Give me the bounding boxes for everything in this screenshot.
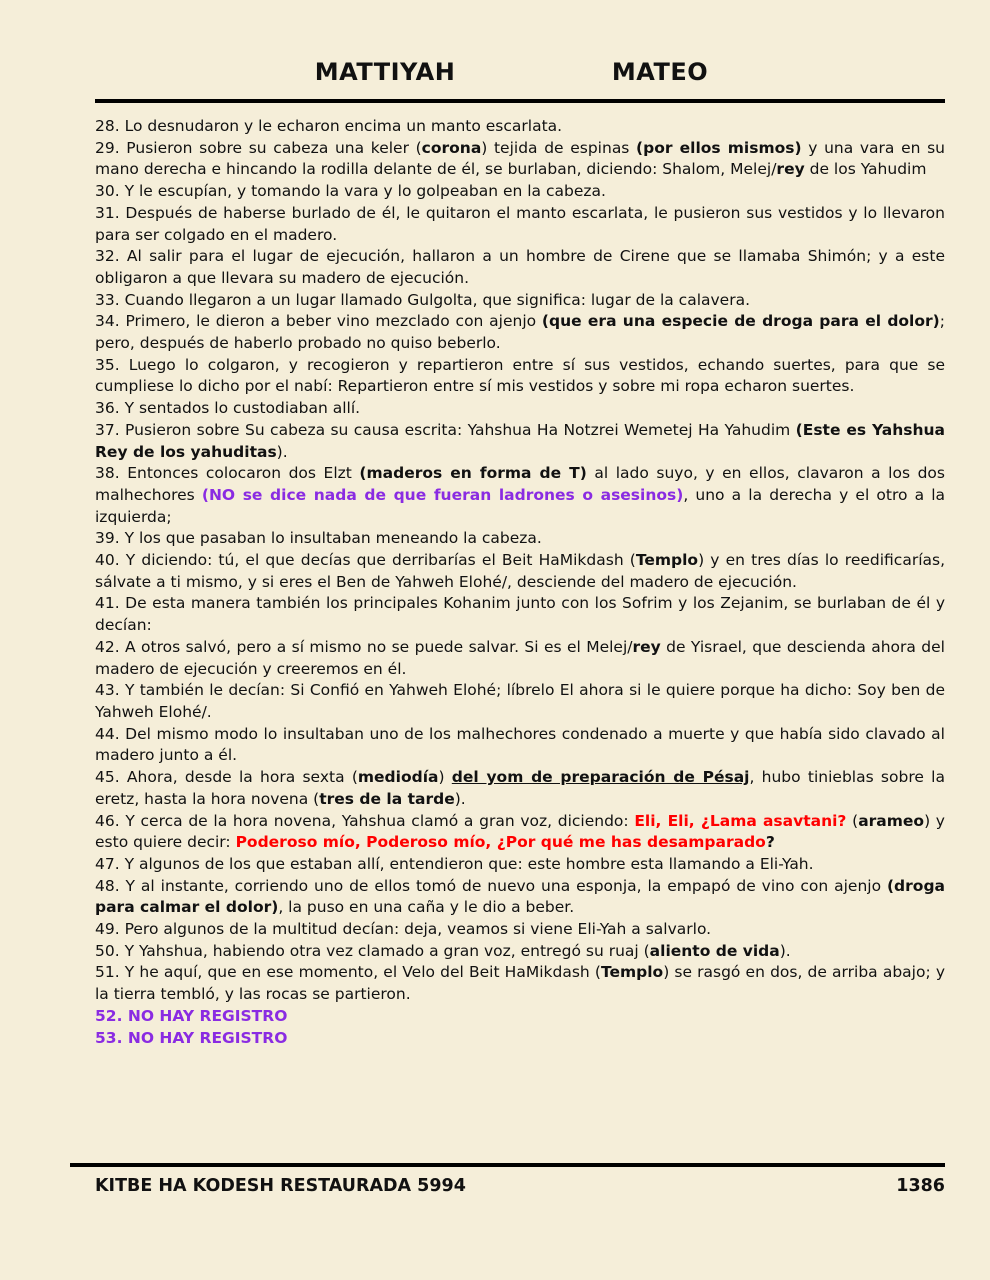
verse	[95, 203, 945, 246]
verse	[95, 876, 945, 919]
verse	[95, 420, 945, 463]
verse	[95, 811, 945, 854]
text-segment: 52. NO HAY REGISTRO	[95, 1006, 288, 1025]
text-segment: corona	[421, 138, 482, 157]
header-title-left: MATTIYAH	[314, 58, 456, 86]
text-segment: Templo	[635, 551, 699, 570]
text-segment: de los Yahudim	[804, 160, 927, 179]
verse	[95, 550, 945, 593]
verse	[95, 181, 945, 203]
text-segment: 53. NO HAY REGISTRO	[95, 1028, 288, 1047]
text-segment: 47. Y algunos de los que estaban allí, entendieron que: este hombre esta llamando a Eli-Yah.	[95, 854, 814, 873]
text-segment: al lado suyo, y en ellos, clavaron a los dos malhechores	[95, 464, 945, 504]
header-rule	[95, 99, 945, 103]
page-footer	[95, 1176, 945, 1196]
text-segment: ; pero, después de haberlo probado no quiso beberlo.	[95, 312, 945, 353]
verse	[95, 138, 945, 181]
text-segment: 43. Y también le decían: Si Confió en Yahweh Elohé; líbrelo El ahora si le quiere porque ha dicho: Soy ben de Yahweh Elohé/.	[95, 681, 945, 721]
verse	[95, 355, 945, 398]
text-segment: 33. Cuando llegaron a un lugar llamado Gulgolta, que significa: lugar de la calavera.	[95, 290, 751, 309]
text-segment: tres de la tarde	[319, 789, 455, 808]
verse	[95, 593, 945, 636]
verse	[95, 290, 945, 312]
text-segment: (que era una especie de droga para el dolor)	[541, 312, 940, 331]
text-segment: (Este es Yahshua Rey de los yahuditas	[95, 420, 945, 461]
verse	[95, 941, 945, 963]
text-segment: 31. Después de haberse burlado de él, le quitaron el manto escarlata, le pusieron sus vestidos y lo llevaron para ser colgado en el madero.	[95, 203, 945, 244]
verse	[95, 637, 945, 680]
verse	[95, 767, 945, 810]
text-segment: 36. Y sentados lo custodiaban allí.	[95, 399, 361, 418]
header-title-right: MATEO	[611, 58, 709, 86]
text-segment: 34. Primero, le dieron a beber vino mezclado con ajenjo	[95, 312, 542, 331]
verse	[95, 463, 945, 528]
text-segment: 49. Pero algunos de la multitud decían: deja, veamos si viene Eli-Yah a salvarlo.	[95, 920, 712, 939]
text-segment: ).	[276, 442, 288, 461]
text-segment: ).	[454, 789, 466, 808]
text-segment: rey	[776, 160, 805, 179]
text-segment: ) y esto quiere decir:	[95, 811, 945, 852]
text-segment: ) tejida de espinas	[481, 138, 637, 157]
text-segment: , hubo tinieblas sobre la eretz, hasta la hora novena (	[95, 768, 945, 808]
text-segment: aliento de vida	[649, 941, 780, 960]
text-segment: 37. Pusieron sobre Su cabeza su causa escrita: Yahshua Ha Notzrei Wemetej Ha Yahudim	[95, 420, 796, 439]
text-segment: 40. Y diciendo: tú, el que decías que derribarías el Beit HaMikdash (	[95, 551, 636, 570]
text-segment: 46. Y cerca de la hora novena, Yahshua clamó a gran voz, diciendo:	[95, 811, 635, 830]
text-segment: arameo	[858, 811, 925, 830]
footer-book-title: KITBE HA KODESH RESTAURADA 5994	[95, 1176, 466, 1196]
verse	[95, 398, 945, 420]
text-segment: Templo	[600, 963, 664, 982]
text-segment: , la puso en una caña y le dio a beber.	[278, 898, 575, 917]
text-segment: (NO se dice nada de que fueran ladrones o asesinos)	[201, 485, 684, 504]
text-segment: (	[846, 811, 859, 830]
text-segment: 30. Y le escupían, y tomando la vara y lo golpeaban en la cabeza.	[95, 182, 606, 201]
text-segment: 39. Y los que pasaban lo insultaban meneando la cabeza.	[95, 529, 542, 548]
verse	[95, 724, 945, 767]
text-segment: de Yisrael, que descienda ahora del madero de ejecución y creeremos en él.	[95, 637, 945, 678]
text-segment: (por ellos mismos)	[636, 138, 802, 157]
text-segment: rey	[632, 637, 661, 656]
text-segment: ) y en tres días lo reedificarías, sálvate a ti mismo, y si eres el Ben de Yahweh Elohé/, desciende del madero de ejecución.	[95, 551, 945, 591]
text-segment: 32. Al salir para el lugar de ejecución, hallaron a un hombre de Cirene que se llamaba Shimón; y a este obligaron a que llevara su madero de ejecución.	[95, 247, 945, 287]
verse-text-block	[95, 116, 945, 1049]
footer-rule	[70, 1163, 945, 1167]
verse	[95, 1006, 945, 1028]
text-segment: (droga para calmar el dolor)	[95, 876, 945, 917]
text-segment: 38. Entonces colocaron dos Elzt	[95, 464, 360, 483]
verse	[95, 680, 945, 723]
text-segment: 48. Y al instante, corriendo uno de ellos tomó de nuevo una esponja, la empapó de vino con ajenjo	[95, 876, 887, 895]
page-header	[95, 58, 945, 92]
text-segment: 45. Ahora, desde la hora sexta (	[95, 768, 358, 787]
verse	[95, 1028, 945, 1050]
verse	[95, 311, 945, 354]
text-segment: mediodía	[357, 768, 439, 787]
text-segment: Poderoso mío, Poderoso mío, ¿Por qué me has desamparado	[235, 833, 766, 852]
text-segment: ).	[779, 941, 791, 960]
text-segment: ) se rasgó en dos, de arriba abajo; y la tierra tembló, y las rocas se partieron.	[95, 963, 945, 1004]
text-segment: 28. Lo desnudaron y le echaron encima un manto escarlata.	[95, 117, 563, 135]
text-segment: y una vara en su mano derecha e hincando la rodilla delante de él, se burlaban, diciendo: Shalom, Melej/	[95, 138, 945, 179]
verse	[95, 854, 945, 876]
text-segment: 51. Y he aquí, que en ese momento, el Velo del Beit HaMikdash (	[95, 963, 601, 982]
text-segment: 50. Y Yahshua, habiendo otra vez clamado a gran voz, entregó su ruaj (	[95, 941, 650, 960]
verse	[95, 919, 945, 941]
text-segment: 35. Luego lo colgaron, y recogieron y repartieron entre sí sus vestidos, echando suertes, para que se cumpliese lo dicho por el nabí: Repartieron entre sí mis vestidos y sobre mi ropa echaron suertes.	[95, 355, 945, 396]
text-segment: , uno a la derecha y el otro a la izquierda;	[95, 485, 946, 526]
footer-page-number: 1386	[896, 1176, 945, 1196]
text-segment: Eli, Eli, ¿Lama asavtani?	[634, 811, 847, 830]
text-segment: (maderos en forma de T)	[359, 464, 587, 483]
verse	[95, 116, 945, 138]
text-segment: 42. A otros salvó, pero a sí mismo no se puede salvar. Si es el Melej/	[95, 637, 633, 656]
text-segment: )	[438, 768, 452, 787]
text-segment: 41. De esta manera también los principales Kohanim junto con los Sofrim y los Zejanim, se burlaban de él y decían:	[95, 594, 945, 635]
verse	[95, 962, 945, 1005]
verse	[95, 246, 945, 289]
text-segment: del yom de preparación de Pésaj	[451, 768, 750, 787]
verse	[95, 528, 945, 550]
text-segment: ?	[765, 833, 775, 852]
text-segment: 29. Pusieron sobre su cabeza una keler (	[95, 138, 422, 157]
text-segment: 44. Del mismo modo lo insultaban uno de los malhechores condenado a muerte y que había sido clavado al madero junto a él.	[95, 724, 945, 765]
